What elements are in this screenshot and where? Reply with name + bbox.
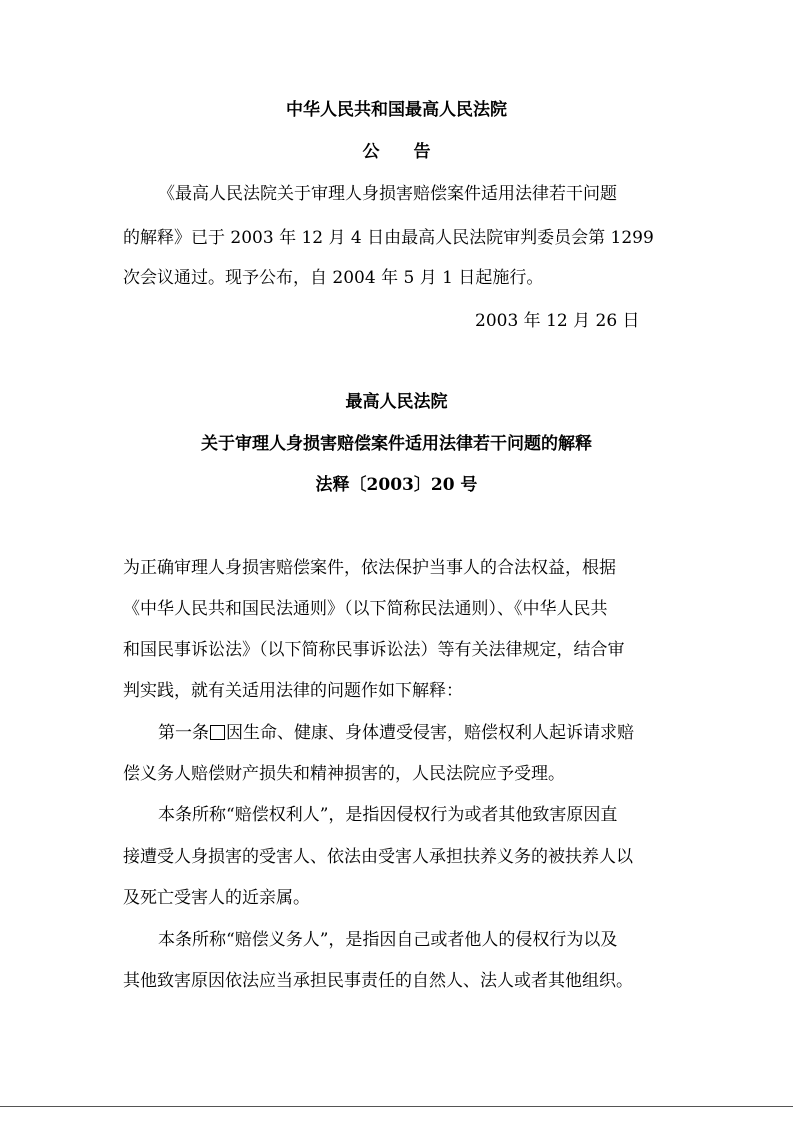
interpretation-issuer: 最高人民法院: [345, 392, 448, 412]
article-1-line: 偿义务人赔偿财产损失和精神损害的，人民法院应予受理。: [123, 764, 565, 784]
interpretation-doc-number: 法释〔2003〕20 号: [315, 475, 478, 495]
rights-holder-line: 及死亡受害人的近亲属。: [123, 888, 310, 908]
article-1-line: [158, 722, 634, 744]
announcement-body-line: 的解释》已于 2003 年 12 月 4 日由最高人民法院审判委员会第 1299: [123, 228, 654, 248]
obligor-line: 本条所称“赔偿义务人”，是指因自己或者他人的侵权行为以及: [158, 930, 618, 950]
page-bottom-divider: [0, 1106, 793, 1107]
missing-glyph-box: [210, 725, 225, 740]
announcement-date: 2003 年 12 月 26 日: [475, 311, 640, 331]
preamble-line: 判实践，就有关适用法律的问题作如下解释：: [123, 681, 463, 701]
preamble-line: 《中华人民共和国民法通则》（以下简称民法通则）、《中华人民共: [123, 599, 608, 619]
announcement-court: 中华人民共和国最高人民法院: [286, 100, 507, 120]
announcement-body-line: 《最高人民法院关于审理人身损害赔偿案件适用法律若干问题: [158, 184, 617, 204]
preamble-line: 和国民事诉讼法》（以下简称民事诉讼法）等有关法律规定，结合审: [123, 640, 625, 660]
article-1-label: 第一条: [158, 723, 209, 743]
obligor-line: 其他致害原因依法应当承担民事责任的自然人、法人或者其他组织。: [123, 971, 633, 991]
interpretation-title: 关于审理人身损害赔偿案件适用法律若干问题的解释: [201, 434, 592, 454]
announcement-heading: 公 告: [362, 142, 431, 162]
rights-holder-line: 接遭受人身损害的受害人、依法由受害人承担扶养义务的被扶养人以: [123, 847, 633, 867]
rights-holder-line: 本条所称“赔偿权利人”，是指因侵权行为或者其他致害原因直: [158, 805, 618, 825]
announcement-body-line: 次会议通过。现予公布，自 2004 年 5 月 1 日起施行。: [123, 268, 544, 288]
article-1-text: 因生命、健康、身体遭受侵害，赔偿权利人起诉请求赔: [226, 723, 634, 743]
preamble-line: 为正确审理人身损害赔偿案件，依法保护当事人的合法权益，根据: [123, 558, 616, 578]
